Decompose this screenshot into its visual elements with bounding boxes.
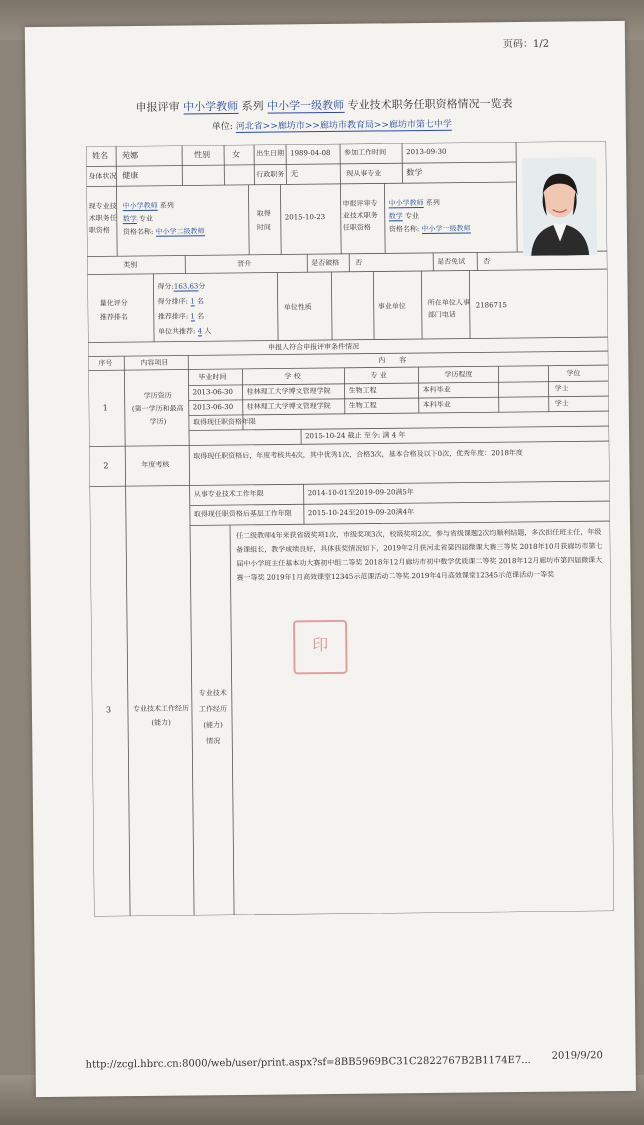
- edu-no: 1: [102, 403, 108, 413]
- table-row: 生物工程: [348, 401, 377, 410]
- admin-value: 无: [290, 169, 299, 179]
- assess-text: 取得现任职资格后，年度考核共4次，其中优秀1次，合格3次，基本合格及以下0次，优秀年度：2018年度: [193, 448, 523, 461]
- work-detail-text: 任二级教师4年来获省级奖项1次，市级奖项3次，校级奖项2次，参与省级课题2次均顺利结题，多次担任班主任，年级备课组长，教学成绩良好，具体获奖情况如下，2019年2月获河北省第四届微课大赛三等奖 2018年10月获廊坊市第七届中小学班主任基本功大赛初中组二等奖 2018年12月廊坊市初中数学优质课二等奖 2018年12月廊坊市第四届微课大赛一等奖 2019年1月高效课堂12345示范课活动二等奖 2019年4月高效课堂12345示范课活动一等奖: [236, 528, 603, 582]
- work-sub-item: 专业技术 工作经历 (能力) 情况: [198, 689, 227, 746]
- edu-head-major: 专 业: [370, 371, 387, 380]
- name-value: 苑娜: [122, 150, 139, 161]
- work-years1-value: 2014-10-01至2019-09-20满5年: [307, 488, 414, 498]
- apply-qual-value: 中小学教师 系列 数学 专业 资格名称: 中小学一级教师: [388, 198, 471, 234]
- score-number: 163.63: [173, 282, 199, 291]
- health-label: 身体状况: [88, 172, 117, 181]
- work-years1-label: 从事专业技术工作年限: [193, 489, 264, 499]
- type-label: 类别: [123, 261, 138, 270]
- score-values: 得分:163.63分 得分排序: 1 名 推荐排序: 1 名 单位共推荐: 4 人: [157, 282, 212, 336]
- work-years2-value: 2015-10-24至2019-09-20满4年: [307, 508, 415, 518]
- col-no: 序号: [98, 359, 113, 368]
- page-number: 页码：1/2: [502, 38, 550, 51]
- col-content: 内 容: [378, 356, 407, 365]
- table-row: 2013-06-30: [192, 388, 234, 397]
- footer-url: http://zcgl.hbrc.cn:8000/web/user/print.aspx?sf=8BB5969BC31C2822767B2B1174E7...: [85, 1054, 531, 1071]
- edu-head-degree: 学位: [566, 369, 581, 378]
- score-label: 量化评分 推荐排名: [99, 299, 128, 322]
- unit-value: 河北省>>廊坊市>>廊坊市教育局>>廊坊市第七中学: [235, 119, 453, 132]
- work-no: 3: [105, 705, 112, 715]
- footer-date: 2019/9/20: [551, 1050, 603, 1062]
- table-row: 桂林理工大学博文管理学院: [246, 401, 331, 411]
- portrait-image: [522, 157, 597, 256]
- health-value: 健康: [122, 170, 139, 181]
- edu-head-date: 毕业时间: [198, 373, 227, 382]
- table-row: 本科毕业: [422, 385, 451, 395]
- birth-value: 1989-04-08: [290, 148, 331, 158]
- name-label: 姓名: [92, 151, 109, 161]
- table-row: 学士: [554, 384, 569, 393]
- gender-label: 性别: [194, 150, 211, 160]
- unit-line: 单位: 河北省>>廊坊市>>廊坊市教育局>>廊坊市第七中学: [211, 119, 453, 133]
- profession-label: 现从事专业: [346, 169, 382, 178]
- exempt-value: 否: [483, 257, 491, 266]
- edu-head-level: 学历程度: [444, 370, 473, 379]
- current-qual-label: 现专业技 术职务任 职资格: [88, 202, 117, 235]
- unit-nature-label: 单位性质: [283, 303, 312, 312]
- edu-head-school: 学 校: [284, 372, 301, 381]
- type-value: 晋升: [237, 259, 252, 268]
- applicant-photo: [522, 157, 597, 256]
- col-item: 内容项目: [140, 358, 169, 367]
- exception-value: 否: [355, 258, 363, 267]
- exempt-label: 是否免试: [437, 257, 466, 266]
- official-stamp: 印: [293, 620, 348, 675]
- title-level: 中小学一级教师: [267, 98, 345, 113]
- admin-label: 行政职务: [256, 170, 285, 179]
- info-table: [86, 141, 614, 916]
- gender-value: 女: [232, 149, 241, 160]
- edu-years-label: 取得现任职资格年限: [192, 417, 256, 427]
- industry-label: 事业单位: [377, 302, 406, 311]
- document-title: 申报评审 中小学教师 系列 中小学一级教师 专业技术职务任职资格情况一览表: [135, 97, 513, 115]
- table-row: 本科毕业: [422, 400, 451, 410]
- table-row: 学士: [554, 399, 569, 408]
- assess-item: 年度考核: [141, 460, 170, 469]
- current-qual-value: 中小学教师 系列 数学 专业 资格名称: 中小学二级教师: [122, 201, 205, 237]
- exception-label: 是否破格: [311, 258, 340, 268]
- obtain-time-label: 取得 时间: [256, 209, 271, 232]
- document-sheet: [25, 21, 636, 1097]
- work-start-value: 2013-09-30: [406, 147, 447, 157]
- work-item: 专业技术工作经历 (能力): [132, 704, 189, 727]
- obtain-time-value: 2015-10-23: [284, 213, 326, 222]
- assess-no: 2: [103, 461, 109, 471]
- apply-qual-label: 申报评审专 业技术职务 任职资格: [342, 199, 378, 232]
- table-row: 桂林理工大学博文管理学院: [246, 386, 331, 396]
- profession-value: 数学: [406, 168, 423, 178]
- work-years2-label: 取得现任职资格后基层工作年限: [193, 509, 292, 519]
- table-row: 2013-06-30: [192, 403, 234, 412]
- table-row: 生物工程: [348, 386, 377, 395]
- birth-label: 出生日期: [256, 149, 285, 158]
- title-series: 中小学教师: [183, 99, 239, 114]
- hr-phone-value: 2186715: [475, 301, 507, 310]
- edu-item: 学历资历 (第一学历和最高 学历): [131, 391, 184, 426]
- hr-phone-label: 所在单位人事 部门电话: [427, 298, 470, 319]
- conditions-title: 申报人符合申报评审条件情况: [268, 342, 360, 352]
- work-start-label: 参加工作时间: [344, 148, 387, 157]
- edu-years-value: 2015-10-24 截止 至今: 满 4 年: [305, 431, 406, 441]
